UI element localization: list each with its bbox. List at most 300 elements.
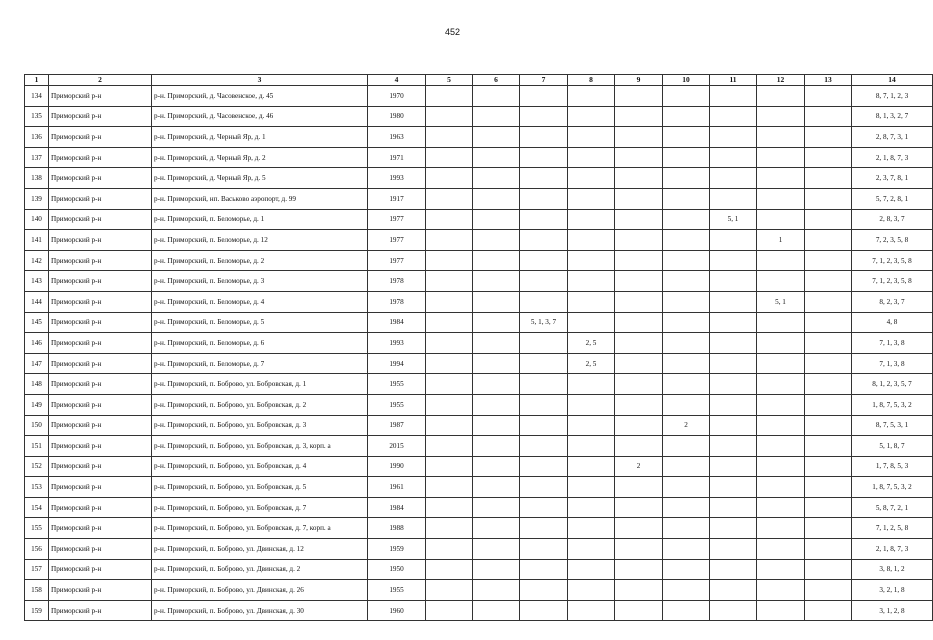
table-cell: Приморский р-н <box>49 106 152 127</box>
table-row <box>25 394 933 415</box>
table-cell: 136 <box>25 127 49 148</box>
table-cell: Приморский р-н <box>49 312 152 333</box>
table-cell: 1977 <box>368 209 426 230</box>
table-cell <box>805 333 852 354</box>
table-cell: р-н. Приморский, п. Беломорье, д. 7 <box>152 353 368 374</box>
table-cell <box>663 559 710 580</box>
table-cell <box>757 394 805 415</box>
table-cell <box>805 271 852 292</box>
table-cell <box>568 518 615 539</box>
table-cell <box>473 394 520 415</box>
table-cell <box>520 230 568 251</box>
table-cell <box>805 353 852 374</box>
table-cell: 2, 1, 8, 7, 3 <box>852 147 933 168</box>
table-cell <box>805 539 852 560</box>
table-cell <box>520 353 568 374</box>
table-cell <box>520 271 568 292</box>
table-row <box>25 312 933 333</box>
table-cell: 1987 <box>368 415 426 436</box>
table-cell <box>805 518 852 539</box>
table-cell: 1961 <box>368 477 426 498</box>
table-cell: 141 <box>25 230 49 251</box>
table-cell <box>757 436 805 457</box>
table-row <box>25 271 933 292</box>
table-cell <box>805 600 852 621</box>
table-cell <box>615 415 663 436</box>
table-cell: р-н. Приморский, д. Черный Яр, д. 2 <box>152 147 368 168</box>
table-cell: 153 <box>25 477 49 498</box>
table-cell: Приморский р-н <box>49 456 152 477</box>
table-cell: 5, 1 <box>710 209 757 230</box>
table-cell <box>520 86 568 107</box>
table-cell <box>805 374 852 395</box>
table-cell <box>710 127 757 148</box>
table-row <box>25 600 933 621</box>
table-cell <box>426 559 473 580</box>
table-cell: 7, 2, 3, 5, 8 <box>852 230 933 251</box>
table-cell: 1993 <box>368 333 426 354</box>
table-cell <box>663 436 710 457</box>
table-row <box>25 230 933 251</box>
table-cell <box>520 168 568 189</box>
table-cell: 144 <box>25 291 49 312</box>
table-cell: 8, 1, 3, 2, 7 <box>852 106 933 127</box>
table-cell: 2 <box>615 456 663 477</box>
table-cell <box>805 147 852 168</box>
table-cell <box>473 497 520 518</box>
table-row <box>25 477 933 498</box>
table-cell: 1994 <box>368 353 426 374</box>
table-cell <box>473 518 520 539</box>
table-cell: 1960 <box>368 600 426 621</box>
table-cell: 135 <box>25 106 49 127</box>
table-cell: Приморский р-н <box>49 333 152 354</box>
table-cell <box>473 147 520 168</box>
table-cell: р-н. Приморский, д. Черный Яр, д. 1 <box>152 127 368 148</box>
table-cell: р-н. Приморский, п. Беломорье, д. 6 <box>152 333 368 354</box>
table-cell: р-н. Приморский, д. Черный Яр, д. 5 <box>152 168 368 189</box>
table-cell <box>568 374 615 395</box>
table-cell <box>473 559 520 580</box>
table-cell <box>473 456 520 477</box>
table-cell <box>663 312 710 333</box>
table-row <box>25 539 933 560</box>
table-body <box>25 86 933 621</box>
table-cell: 2, 1, 8, 7, 3 <box>852 539 933 560</box>
table-cell <box>520 580 568 601</box>
table-row <box>25 86 933 107</box>
table-cell <box>757 518 805 539</box>
table-cell: 1, 7, 8, 5, 3 <box>852 456 933 477</box>
table-cell: 1984 <box>368 497 426 518</box>
table-cell <box>568 271 615 292</box>
table-cell: 1978 <box>368 271 426 292</box>
column-header: 2 <box>49 75 152 86</box>
table-cell <box>710 168 757 189</box>
table-cell <box>710 436 757 457</box>
table-cell <box>520 518 568 539</box>
table-cell: Приморский р-н <box>49 147 152 168</box>
column-header: 3 <box>152 75 368 86</box>
table-cell: 2, 8, 3, 7 <box>852 209 933 230</box>
table-cell <box>805 436 852 457</box>
table-cell <box>473 209 520 230</box>
column-header: 8 <box>568 75 615 86</box>
table-cell <box>757 477 805 498</box>
table-header-row <box>25 75 933 86</box>
table-cell: Приморский р-н <box>49 394 152 415</box>
table-cell: р-н. Приморский, п. Боброво, ул. Двинская, д. 26 <box>152 580 368 601</box>
table-cell: 1, 8, 7, 5, 3, 2 <box>852 477 933 498</box>
table-cell <box>663 127 710 148</box>
table-row <box>25 106 933 127</box>
table-cell: 1959 <box>368 539 426 560</box>
table-cell: 5, 1, 3, 7 <box>520 312 568 333</box>
table-cell: 7, 1, 3, 8 <box>852 333 933 354</box>
table-cell: 156 <box>25 539 49 560</box>
table-cell <box>663 518 710 539</box>
table-cell: Приморский р-н <box>49 291 152 312</box>
table-row <box>25 518 933 539</box>
table-row <box>25 127 933 148</box>
table-cell: р-н. Приморский, п. Боброво, ул. Бобровская, д. 5 <box>152 477 368 498</box>
table-cell <box>710 106 757 127</box>
table-cell: 2, 5 <box>568 353 615 374</box>
table-cell <box>663 106 710 127</box>
table-cell: 1984 <box>368 312 426 333</box>
table-cell: 8, 2, 3, 7 <box>852 291 933 312</box>
table-cell <box>663 456 710 477</box>
table-cell: 1, 8, 7, 5, 3, 2 <box>852 394 933 415</box>
table-cell <box>568 312 615 333</box>
table-cell: 5, 7, 2, 8, 1 <box>852 188 933 209</box>
table-cell: р-н. Приморский, п. Беломорье, д. 12 <box>152 230 368 251</box>
table-cell <box>757 374 805 395</box>
column-header: 13 <box>805 75 852 86</box>
table-cell <box>520 600 568 621</box>
table-cell <box>568 477 615 498</box>
table-cell: 8, 7, 1, 2, 3 <box>852 86 933 107</box>
table-cell: р-н. Приморский, д. Часовенское, д. 46 <box>152 106 368 127</box>
table-cell <box>426 394 473 415</box>
table-cell <box>473 333 520 354</box>
table-cell <box>473 127 520 148</box>
table-cell: 151 <box>25 436 49 457</box>
table-cell <box>710 559 757 580</box>
table-cell: р-н. Приморский, нп. Васьково аэропорт, д. 99 <box>152 188 368 209</box>
table-cell <box>426 230 473 251</box>
table-cell: р-н. Приморский, п. Боброво, ул. Бобровская, д. 1 <box>152 374 368 395</box>
table-cell: 134 <box>25 86 49 107</box>
table-cell <box>663 291 710 312</box>
table-cell <box>663 209 710 230</box>
table-row <box>25 250 933 271</box>
table-cell <box>710 353 757 374</box>
table-cell <box>426 374 473 395</box>
table-cell: 5, 8, 7, 2, 1 <box>852 497 933 518</box>
table-cell: 1955 <box>368 374 426 395</box>
table-row <box>25 497 933 518</box>
table-cell: 7, 1, 2, 3, 5, 8 <box>852 250 933 271</box>
table-cell <box>615 580 663 601</box>
table-cell: Приморский р-н <box>49 230 152 251</box>
column-header: 9 <box>615 75 663 86</box>
table-cell <box>568 250 615 271</box>
column-header: 4 <box>368 75 426 86</box>
table-cell <box>568 168 615 189</box>
table-cell <box>568 127 615 148</box>
table-cell: 1955 <box>368 394 426 415</box>
table-cell <box>615 86 663 107</box>
table-cell <box>663 147 710 168</box>
table-cell <box>805 456 852 477</box>
table-cell <box>426 353 473 374</box>
table-cell <box>426 188 473 209</box>
table-cell <box>710 477 757 498</box>
table-cell <box>520 539 568 560</box>
table-cell <box>615 559 663 580</box>
table-cell: Приморский р-н <box>49 415 152 436</box>
table-cell <box>805 106 852 127</box>
table-cell <box>663 539 710 560</box>
table-cell: 4, 8 <box>852 312 933 333</box>
table-cell <box>757 250 805 271</box>
table-cell: Приморский р-н <box>49 250 152 271</box>
table-cell <box>615 374 663 395</box>
table-cell: 7, 1, 3, 8 <box>852 353 933 374</box>
table-cell <box>426 312 473 333</box>
table-cell: р-н. Приморский, п. Боброво, ул. Двинская, д. 2 <box>152 559 368 580</box>
table-cell <box>426 415 473 436</box>
table-cell <box>426 436 473 457</box>
table-cell <box>710 188 757 209</box>
table-cell <box>757 497 805 518</box>
table-cell <box>663 394 710 415</box>
table-cell: 158 <box>25 580 49 601</box>
table-cell <box>805 291 852 312</box>
table-cell <box>757 188 805 209</box>
table-cell <box>615 106 663 127</box>
table-cell <box>520 415 568 436</box>
table-cell: 140 <box>25 209 49 230</box>
table-cell <box>615 291 663 312</box>
table-cell <box>757 353 805 374</box>
table-cell <box>805 580 852 601</box>
table-cell <box>615 477 663 498</box>
table-cell <box>426 271 473 292</box>
table-cell <box>663 353 710 374</box>
table-cell <box>520 477 568 498</box>
table-cell <box>520 333 568 354</box>
column-header: 11 <box>710 75 757 86</box>
table-cell <box>663 250 710 271</box>
table-cell <box>615 147 663 168</box>
table-cell: 1950 <box>368 559 426 580</box>
column-header: 6 <box>473 75 520 86</box>
table-cell: 2 <box>663 415 710 436</box>
table-cell: 146 <box>25 333 49 354</box>
table-cell <box>710 230 757 251</box>
table-cell <box>568 291 615 312</box>
table-cell <box>805 415 852 436</box>
table-cell <box>805 168 852 189</box>
table-cell <box>568 86 615 107</box>
table-cell <box>568 497 615 518</box>
table-cell <box>663 168 710 189</box>
table-cell: р-н. Приморский, п. Боброво, ул. Двинская, д. 12 <box>152 539 368 560</box>
table-cell <box>473 477 520 498</box>
table-cell <box>473 271 520 292</box>
table-row <box>25 291 933 312</box>
table-cell <box>710 497 757 518</box>
column-header: 5 <box>426 75 473 86</box>
table-cell <box>615 127 663 148</box>
table-cell: 1978 <box>368 291 426 312</box>
table-cell <box>663 497 710 518</box>
table-cell <box>568 436 615 457</box>
table-cell <box>426 168 473 189</box>
table-cell <box>663 230 710 251</box>
table-cell <box>615 230 663 251</box>
table-cell <box>426 539 473 560</box>
table-cell <box>426 106 473 127</box>
table-cell <box>473 86 520 107</box>
table-cell: 1963 <box>368 127 426 148</box>
table-cell <box>426 518 473 539</box>
table-cell <box>757 415 805 436</box>
table-cell <box>757 312 805 333</box>
table-cell <box>568 456 615 477</box>
table-cell <box>520 559 568 580</box>
table-cell <box>615 188 663 209</box>
table-cell <box>805 312 852 333</box>
table-cell <box>710 147 757 168</box>
table-cell: 148 <box>25 374 49 395</box>
table-cell <box>568 600 615 621</box>
table-cell <box>568 106 615 127</box>
table-cell <box>615 250 663 271</box>
table-cell: 152 <box>25 456 49 477</box>
table-cell <box>615 600 663 621</box>
table-cell: 1993 <box>368 168 426 189</box>
table-cell: 155 <box>25 518 49 539</box>
table-cell <box>663 600 710 621</box>
data-table <box>24 74 933 621</box>
table-cell <box>520 209 568 230</box>
table-cell: Приморский р-н <box>49 477 152 498</box>
table-cell <box>473 539 520 560</box>
table-cell: 1990 <box>368 456 426 477</box>
table-cell: Приморский р-н <box>49 86 152 107</box>
table-cell <box>473 580 520 601</box>
column-header: 14 <box>852 75 933 86</box>
table-cell <box>757 559 805 580</box>
table-row <box>25 147 933 168</box>
table-row <box>25 168 933 189</box>
table-cell: 1955 <box>368 580 426 601</box>
table-cell <box>426 497 473 518</box>
table-cell: 7, 1, 2, 5, 8 <box>852 518 933 539</box>
table-cell <box>710 600 757 621</box>
table-cell <box>426 333 473 354</box>
table-cell <box>710 456 757 477</box>
table-cell <box>473 436 520 457</box>
table-cell <box>568 415 615 436</box>
table-cell <box>520 394 568 415</box>
table-cell: 143 <box>25 271 49 292</box>
table-cell <box>568 559 615 580</box>
table-cell <box>615 333 663 354</box>
table-cell <box>757 147 805 168</box>
table-cell: р-н. Приморский, п. Беломорье, д. 4 <box>152 291 368 312</box>
table-cell <box>710 580 757 601</box>
table-cell: 1977 <box>368 250 426 271</box>
table-cell: 1980 <box>368 106 426 127</box>
table-cell <box>615 271 663 292</box>
table-row <box>25 456 933 477</box>
table-cell: р-н. Приморский, п. Боброво, ул. Бобровская, д. 7, корп. а <box>152 518 368 539</box>
table-cell <box>520 374 568 395</box>
table-cell <box>710 394 757 415</box>
page-number: 452 <box>444 27 461 37</box>
table-cell <box>426 600 473 621</box>
table-cell <box>805 497 852 518</box>
table-cell: р-н. Приморский, п. Боброво, ул. Бобровская, д. 7 <box>152 497 368 518</box>
table-cell: Приморский р-н <box>49 436 152 457</box>
table-cell <box>757 539 805 560</box>
table-cell: 8, 7, 5, 3, 1 <box>852 415 933 436</box>
table-cell <box>568 539 615 560</box>
table-cell <box>710 518 757 539</box>
table-cell <box>568 209 615 230</box>
table-cell <box>805 188 852 209</box>
table-row <box>25 353 933 374</box>
table-cell <box>520 147 568 168</box>
table-cell: 154 <box>25 497 49 518</box>
table-cell: Приморский р-н <box>49 559 152 580</box>
table-cell <box>473 600 520 621</box>
table-cell <box>568 188 615 209</box>
table-cell <box>473 312 520 333</box>
table-cell <box>520 436 568 457</box>
table-cell: 147 <box>25 353 49 374</box>
table-row <box>25 333 933 354</box>
table-cell: р-н. Приморский, п. Беломорье, д. 3 <box>152 271 368 292</box>
table-cell <box>520 188 568 209</box>
table-cell <box>520 250 568 271</box>
table-cell: Приморский р-н <box>49 497 152 518</box>
table-cell: 1970 <box>368 86 426 107</box>
table-cell <box>520 291 568 312</box>
table-cell <box>805 127 852 148</box>
table-cell <box>426 86 473 107</box>
table-cell <box>520 497 568 518</box>
table-cell: р-н. Приморский, п. Боброво, ул. Бобровская, д. 4 <box>152 456 368 477</box>
table-cell <box>663 333 710 354</box>
table-cell <box>615 436 663 457</box>
table-cell: 1977 <box>368 230 426 251</box>
table-cell: 159 <box>25 600 49 621</box>
table-cell <box>426 209 473 230</box>
table-cell <box>426 127 473 148</box>
table-cell: 2, 8, 7, 3, 1 <box>852 127 933 148</box>
table-cell: 137 <box>25 147 49 168</box>
table-cell: Приморский р-н <box>49 539 152 560</box>
table-cell <box>426 250 473 271</box>
table-cell: 138 <box>25 168 49 189</box>
table-cell <box>710 333 757 354</box>
table-cell: р-н. Приморский, п. Беломорье, д. 1 <box>152 209 368 230</box>
